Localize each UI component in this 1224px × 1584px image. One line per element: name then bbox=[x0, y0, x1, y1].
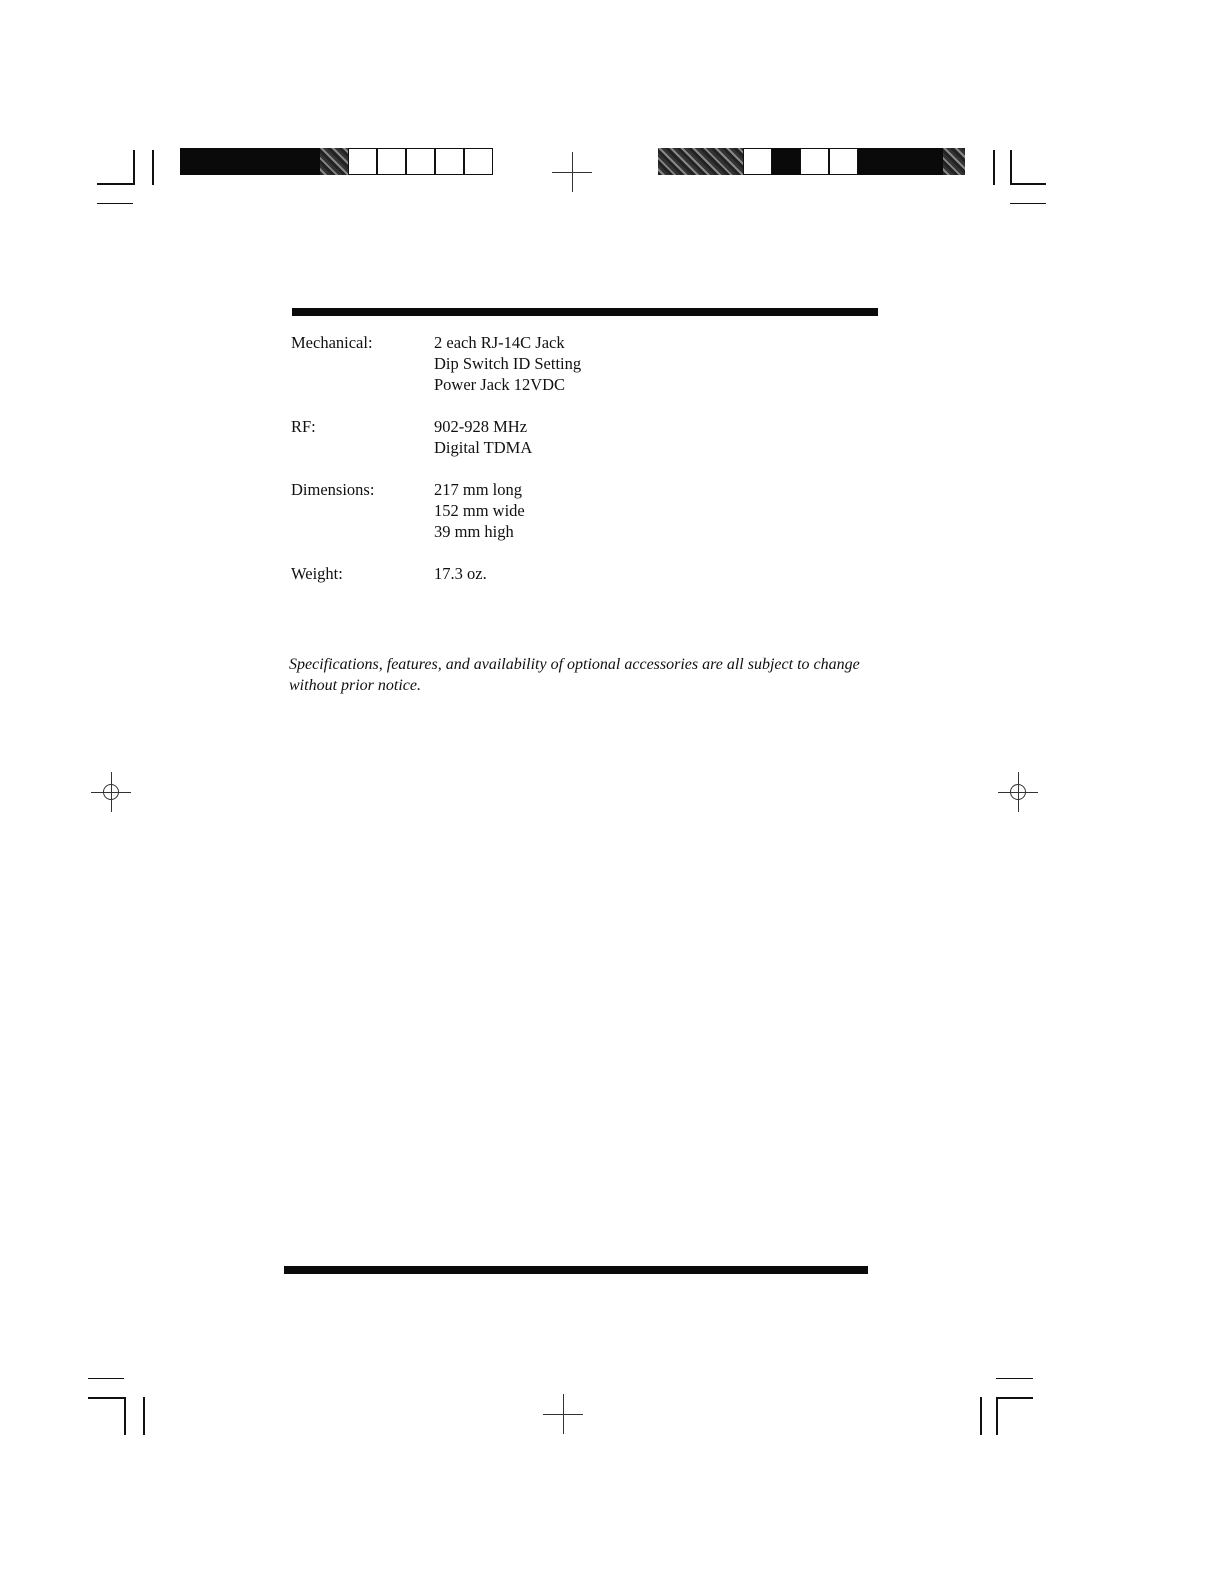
crop-mark-bottom-left-v2 bbox=[143, 1397, 145, 1435]
crop-mark-bottom-right-h2 bbox=[996, 1378, 1033, 1379]
registration-mark-right bbox=[998, 772, 1038, 812]
spec-values bbox=[434, 332, 871, 395]
spec-value: 2 each RJ-14C Jack bbox=[434, 333, 565, 352]
crop-mark-bottom-left-h2 bbox=[88, 1378, 124, 1379]
spec-label: Mechanical: bbox=[291, 333, 373, 352]
registration-mark-bottom bbox=[543, 1394, 583, 1434]
spec-values bbox=[434, 479, 871, 542]
top-rule bbox=[292, 308, 878, 316]
spec-value: 217 mm long bbox=[434, 480, 523, 499]
crop-mark-bottom-left-h bbox=[88, 1397, 124, 1399]
spec-table bbox=[291, 332, 871, 605]
spec-value: Dip Switch ID Setting bbox=[434, 354, 582, 373]
spec-row-rf bbox=[291, 416, 871, 458]
spec-value: Power Jack 12VDC bbox=[434, 375, 566, 394]
spec-row-dimensions bbox=[291, 479, 871, 542]
registration-mark-left bbox=[91, 772, 131, 812]
crop-mark-top-right-v bbox=[993, 150, 995, 185]
crop-mark-top-right-h2 bbox=[1010, 203, 1046, 204]
crop-mark-bottom-right-v2 bbox=[996, 1397, 998, 1435]
spec-label: Weight: bbox=[291, 564, 343, 583]
registration-mark-top bbox=[552, 152, 592, 192]
spec-value: 39 mm high bbox=[434, 522, 514, 541]
crop-mark-bottom-right-v bbox=[980, 1397, 982, 1435]
crop-mark-top-left-v bbox=[133, 150, 135, 185]
spec-row-weight bbox=[291, 563, 871, 584]
spec-value: Digital TDMA bbox=[434, 438, 533, 457]
crop-mark-top-left-h2 bbox=[97, 203, 133, 204]
disclaimer-note: Specifications, features, and availability of optional accessories are all subject to change without prior notice. bbox=[289, 656, 860, 694]
crop-mark-top-left-h bbox=[97, 183, 133, 185]
crop-mark-bottom-left-v bbox=[124, 1397, 126, 1435]
spec-values bbox=[434, 416, 871, 458]
spec-value: 152 mm wide bbox=[434, 501, 525, 520]
color-bar-right bbox=[658, 148, 965, 175]
spec-label: RF: bbox=[291, 417, 316, 436]
spec-row-mechanical bbox=[291, 332, 871, 395]
crop-mark-top-right-h bbox=[1010, 183, 1046, 185]
crop-mark-bottom-right-h bbox=[996, 1397, 1033, 1399]
crop-mark-top-left-v2 bbox=[152, 150, 154, 185]
spec-value: 17.3 oz. bbox=[434, 564, 487, 583]
spec-label: Dimensions: bbox=[291, 480, 375, 499]
crop-mark-top-right-v2 bbox=[1010, 150, 1012, 185]
bottom-rule bbox=[284, 1266, 868, 1274]
spec-value: 902-928 MHz bbox=[434, 417, 528, 436]
spec-values bbox=[434, 563, 871, 584]
color-bar-left bbox=[180, 148, 493, 175]
